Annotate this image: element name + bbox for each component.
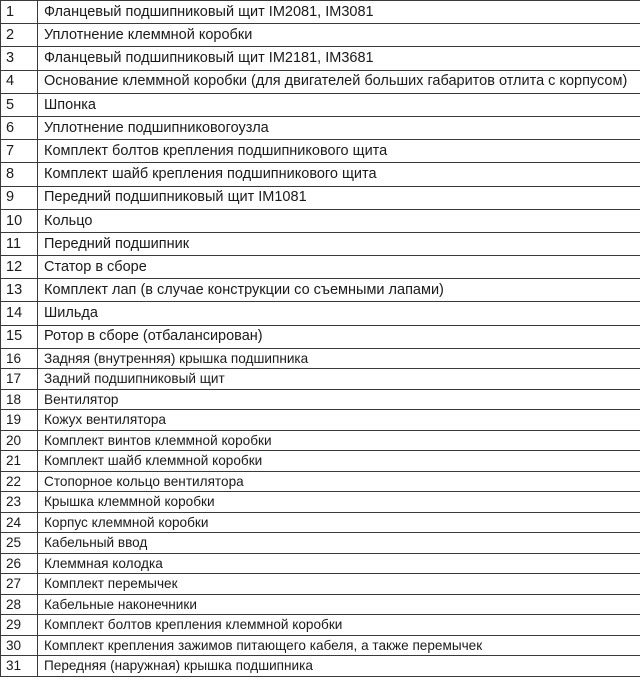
part-number: 16 [1,348,38,369]
part-name: Шильда [38,302,640,325]
part-number: 15 [1,325,38,348]
part-number: 25 [1,533,38,554]
table-row [1,656,640,677]
part-name: Ротор в сборе (отбалансирован) [38,325,640,348]
part-name: Комплект шайб крепления подшипникового щита [38,163,640,186]
part-number: 19 [1,410,38,431]
table-row [1,410,640,431]
table-row [1,232,640,255]
part-name: Вентилятор [38,389,640,410]
part-name: Комплект перемычек [38,574,640,595]
part-number: 7 [1,140,38,163]
part-name: Кожух вентилятора [38,410,640,431]
part-name: Крышка клеммной коробки [38,492,640,513]
part-name: Шпонка [38,93,640,116]
part-name: Основание клеммной коробки (для двигателей больших габаритов отлита с корпусом) [38,70,640,93]
part-name: Фланцевый подшипниковый щит IM2181, IM3681 [38,47,640,70]
part-number: 28 [1,594,38,615]
part-name: Фланцевый подшипниковый щит IM2081, IM3081 [38,1,640,24]
part-number: 4 [1,70,38,93]
part-number: 1 [1,1,38,24]
part-name: Передняя (наружная) крышка подшипника [38,656,640,677]
table-row [1,209,640,232]
table-row [1,302,640,325]
table-row [1,553,640,574]
part-number: 24 [1,512,38,533]
part-name: Уплотнение подшипниковогоузла [38,116,640,139]
part-number: 21 [1,451,38,472]
part-name: Передний подшипник [38,232,640,255]
table-row [1,451,640,472]
table-row [1,70,640,93]
table-row [1,1,640,24]
table-row [1,348,640,369]
part-name: Клеммная колодка [38,553,640,574]
part-name: Передний подшипниковый щит IM1081 [38,186,640,209]
part-name: Комплект болтов крепления подшипникового щита [38,140,640,163]
table-row [1,471,640,492]
parts-table-body [1,1,640,677]
part-number: 22 [1,471,38,492]
part-number: 6 [1,116,38,139]
part-name: Корпус клеммной коробки [38,512,640,533]
part-number: 3 [1,47,38,70]
table-row [1,163,640,186]
table-row [1,594,640,615]
part-number: 17 [1,369,38,390]
part-number: 8 [1,163,38,186]
table-row [1,256,640,279]
part-number: 20 [1,430,38,451]
table-row [1,325,640,348]
table-row [1,47,640,70]
part-name: Комплект болтов крепления клеммной коробки [38,615,640,636]
part-number: 18 [1,389,38,410]
part-name: Кабельный ввод [38,533,640,554]
part-number: 29 [1,615,38,636]
part-name: Кольцо [38,209,640,232]
part-name: Статор в сборе [38,256,640,279]
table-row [1,186,640,209]
part-name: Комплект крепления зажимов питающего кабеля, а также перемычек [38,635,640,656]
part-number: 2 [1,24,38,47]
table-row [1,140,640,163]
part-number: 23 [1,492,38,513]
table-row [1,369,640,390]
part-name: Задний подшипниковый щит [38,369,640,390]
table-row [1,116,640,139]
part-number: 5 [1,93,38,116]
part-number: 31 [1,656,38,677]
part-number: 27 [1,574,38,595]
table-row [1,512,640,533]
part-name: Стопорное кольцо вентилятора [38,471,640,492]
part-name: Задняя (внутренняя) крышка подшипника [38,348,640,369]
table-row [1,24,640,47]
part-name: Комплект винтов клеммной коробки [38,430,640,451]
part-number: 9 [1,186,38,209]
table-row [1,635,640,656]
table-row [1,615,640,636]
table-row [1,93,640,116]
part-number: 11 [1,232,38,255]
part-name: Кабельные наконечники [38,594,640,615]
table-row [1,279,640,302]
table-row [1,533,640,554]
part-number: 30 [1,635,38,656]
part-number: 12 [1,256,38,279]
table-row [1,389,640,410]
part-number: 10 [1,209,38,232]
part-number: 14 [1,302,38,325]
table-row [1,492,640,513]
table-row [1,430,640,451]
table-row [1,574,640,595]
part-name: Уплотнение клеммной коробки [38,24,640,47]
part-name: Комплект лап (в случае конструкции со съемными лапами) [38,279,640,302]
part-name: Комплект шайб клеммной коробки [38,451,640,472]
part-number: 13 [1,279,38,302]
part-number: 26 [1,553,38,574]
